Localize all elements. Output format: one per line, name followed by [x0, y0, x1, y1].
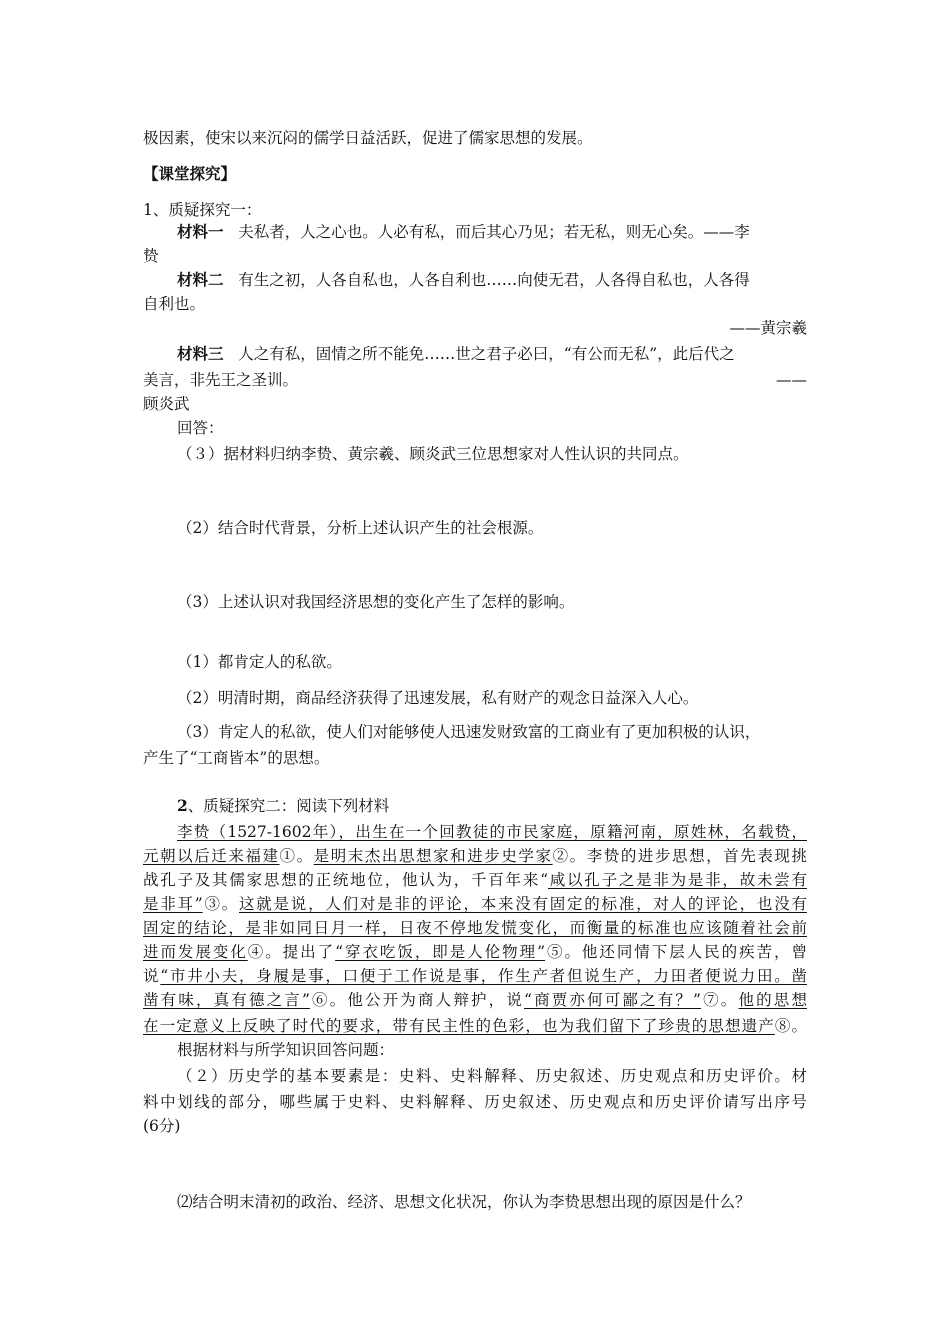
marker-8: ⑧。 [774, 1017, 807, 1035]
underlined-segment-6-cont: 凿有味，真有德之言” [143, 991, 310, 1009]
passage-text: 战孔子及其儒家思想的正统地位，他认为，千百年来“ [143, 871, 549, 889]
passage-line-6 [143, 942, 807, 962]
marker-1: ①。 [279, 847, 314, 865]
marker-7: ⑦。 [700, 991, 739, 1009]
material-2-text: 有生之初，人各自私也，人各自利也……向使无君，人各得自私也，人各得 [238, 271, 750, 289]
material-3-line [177, 344, 735, 364]
marker-3: ③。 [202, 895, 240, 913]
q1-ask-2: （2）结合时代背景，分析上述认识产生的社会根源。 [177, 519, 544, 537]
q1-answer-3: （3）肯定人的私欲，使人们对能够使人迅速发财致富的工商业有了更加积极的认识， [177, 723, 761, 741]
passage-line-1: 李贽（1527-1602年），出生在一个回教徒的市民家庭，原籍河南，原姓林，名载贽， [177, 823, 807, 841]
q2-ask-1-cont: 料中划线的部分，哪些属于史料、史料解释、历史叙述、历史观点和历史评价请写出序号 [143, 1093, 807, 1111]
underlined-segment-5: “穿衣吃饭，即是人伦物理” [335, 943, 546, 961]
marker-4: ④。提出了 [247, 943, 336, 961]
material-1-text: 夫私者，人之心也。人必有私，而后其心乃见；若无私，则无心矣。——李 [238, 223, 750, 241]
material-2-author: ——黄宗羲 [729, 319, 807, 337]
q2-ask-1: （２）历史学的基本要素是：史料、史料解释、历史叙述、历史观点和历史评价。材 [177, 1067, 807, 1085]
passage-line-7 [143, 966, 807, 986]
section-title: 【课堂探究】 [143, 164, 237, 183]
passage-line-8 [143, 990, 807, 1010]
q1-answer-2: （2）明清时期，商品经济获得了迅速发展，私有财产的观念日益深入人心。 [177, 689, 699, 707]
material-1-text-cont: 贽 [143, 247, 159, 265]
material-3-text: 人之有私，固情之所不能免……世之君子必曰，“有公而无私”，此后代之 [238, 345, 735, 363]
marker-5: ⑤。他还同情下层人民的疾苦，曾 [545, 943, 807, 961]
underlined-segment-4: 这就是说，人们对是非的评论，本来没有固定的标准，对人的评论，也没有 [239, 895, 807, 913]
underlined-segment-6: “市井小夫，身履是事，口便于工作说是事，作生产者但说生产，力田者便说力田。凿 [160, 967, 807, 985]
underlined-segment-4-cont: 进而发展变化 [143, 943, 248, 961]
material-1-label: 材料一 [177, 222, 224, 241]
passage-line-3 [143, 870, 807, 890]
material-3-label: 材料三 [177, 344, 224, 363]
underlined-segment-3: 咸以孔子之是非为是非，故未尝有 [548, 871, 807, 889]
q2-title-number: 2 [177, 796, 188, 815]
passage-line-9 [143, 1016, 807, 1036]
q1-ask-1: （３）据材料归纳李贽、黄宗羲、顾炎武三位思想家对人性认识的共同点。 [177, 445, 689, 463]
q1-answer-1: （1）都肯定人的私欲。 [177, 653, 342, 671]
material-3-dash: —— [776, 371, 807, 389]
q2-ask-1-score: (6分) [143, 1117, 181, 1135]
material-2-line [177, 270, 750, 290]
q2-title-text: 、质疑探究二：阅读下列材料 [187, 797, 390, 815]
material-3-author: 顾炎武 [143, 395, 190, 413]
q2-prompt: 根据材料与所学知识回答问题： [177, 1041, 395, 1059]
underlined-segment-1: 元朝以后迁来福建 [143, 847, 280, 865]
passage-line-5: 固定的结论，是非如同日月一样，日夜不停地发慌变化，而衡量的标准也应该随着社会前 [143, 919, 807, 937]
marker-6: ⑥。他公开为商人辩护，说 [309, 991, 524, 1009]
answer-label: 回答： [177, 419, 224, 437]
intro-line: 极因素，使宋以来沉闷的儒学日益活跃，促进了儒家思想的发展。 [143, 129, 593, 147]
marker-2: ②。李贽的进步思想，首先表现挑 [552, 847, 807, 865]
underlined-segment-2: 是明末杰出思想家和进步史学家 [313, 847, 553, 865]
q1-title: 1、质疑探究一： [143, 201, 262, 219]
underlined-segment-3-cont: 是非耳” [143, 895, 203, 913]
underlined-segment-7: “商贾亦何可鄙之有？” [524, 991, 701, 1009]
underlined-segment-8: 他的思想 [738, 991, 807, 1009]
passage-line-2 [143, 846, 807, 866]
passage-text: 说 [143, 967, 161, 985]
material-3-text-cont: 美言，非先王之圣训。 [143, 371, 299, 389]
q1-ask-3: （3）上述认识对我国经济思想的变化产生了怎样的影响。 [177, 593, 575, 611]
material-1-line [177, 222, 750, 242]
q2-ask-2: ⑵结合明末清初的政治、经济、思想文化状况，你认为李贽思想出现的原因是什么？ [177, 1193, 751, 1211]
material-2-label: 材料二 [177, 270, 224, 289]
material-2-text-cont: 自利也。 [143, 295, 206, 313]
underlined-segment-8-cont: 在一定意义上反映了时代的要求，带有民主性的色彩，也为我们留下了珍贵的思想遗产 [143, 1017, 775, 1035]
q1-answer-3-cont: 产生了“工商皆本”的思想。 [143, 749, 330, 767]
passage-line-4 [143, 894, 807, 914]
q2-title [177, 796, 389, 816]
